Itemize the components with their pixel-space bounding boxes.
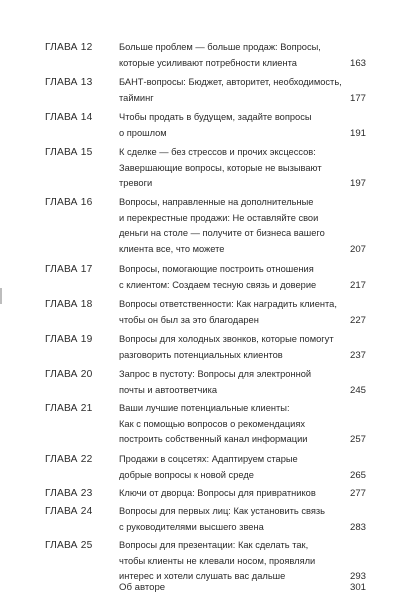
chapter-number: ГЛАВА 23 <box>45 488 93 499</box>
chapter-title: Вопросы для первых лиц: Как установить связь с руководителями высшего звена <box>119 506 325 532</box>
chapter-title: Продажи в соцсетях: Адаптируем старые добрые вопросы к новой среде <box>119 454 298 480</box>
chapter-title: Ваши лучшие потенциальные клиенты: Как с помощью вопросов о рекомендациях построить собственный канал информации <box>119 403 308 444</box>
page-number: 265 <box>349 469 366 481</box>
chapter-title: Чтобы продать в будущем, задайте вопросы о прошлом <box>119 112 312 138</box>
chapter-title: Вопросы, помогающие построить отношения с клиентом: Создаем тесную связь и доверие <box>119 264 317 290</box>
chapter-title: Вопросы для холодных звонков, которые помогут разговорить потенциальных клиентов <box>119 334 334 360</box>
chapter-number: ГЛАВА 20 <box>45 369 93 380</box>
chapter-number: ГЛАВА 14 <box>45 112 93 123</box>
chapter-number: ГЛАВА 25 <box>45 540 93 551</box>
chapter-number: ГЛАВА 12 <box>45 42 93 53</box>
chapter-number: ГЛАВА 15 <box>45 147 93 158</box>
page-number: 257 <box>349 434 366 445</box>
chapter-title: Вопросы, направленные на дополнительные и перекрестные продажи: Не оставляйте свои деньги на столе — получите от бизнеса вашего клиента все, что можете <box>119 197 325 254</box>
page-number: 163 <box>349 57 366 69</box>
chapter-number: ГЛАВА 22 <box>45 454 93 465</box>
page-number: 301 <box>349 582 366 593</box>
page-edge-mark <box>0 288 2 304</box>
chapter-number: ГЛАВА 24 <box>45 506 93 517</box>
page-number: 217 <box>349 279 366 291</box>
chapter-number: ГЛАВА 13 <box>45 77 93 88</box>
chapter-number: ГЛАВА 19 <box>45 334 93 345</box>
chapter-number: ГЛАВА 17 <box>45 264 93 275</box>
page-number: 177 <box>349 92 366 104</box>
chapter-number: ГЛАВА 16 <box>45 197 93 208</box>
chapter-number: ГЛАВА 18 <box>45 299 93 310</box>
about-author-title: Об авторе <box>119 582 166 593</box>
page-number: 283 <box>349 521 366 533</box>
chapter-title: Вопросы для презентации: Как сделать так, чтобы клиенты не клевали носом, проявляли интерес и хотели слушать вас дальше <box>119 540 316 581</box>
page-number: 197 <box>349 178 366 189</box>
page-number: 293 <box>349 571 366 582</box>
page-number: 277 <box>349 488 366 499</box>
chapter-title: БАНТ-вопросы: Бюджет, авторитет, необходимость, тайминг <box>119 77 342 103</box>
chapter-title: Больше проблем — больше продаж: Вопросы, которые усиливают потребности клиента <box>119 42 321 68</box>
page-number: 207 <box>349 243 366 255</box>
chapter-title: Вопросы ответственности: Как наградить клиента, чтобы он был за это благодарен <box>119 299 337 325</box>
page-number: 237 <box>349 349 366 361</box>
chapter-title: К сделке — без стрессов и прочих эксцессов: Завершающие вопросы, которые не вызывают тревоги <box>119 147 322 188</box>
chapter-title: Ключи от дворца: Вопросы для привратников <box>119 488 316 498</box>
page-number: 227 <box>349 314 366 326</box>
page-number: 191 <box>349 127 366 139</box>
chapter-number: ГЛАВА 21 <box>45 403 93 414</box>
chapter-title: Запрос в пустоту: Вопросы для электронной почты и автоответчика <box>119 369 312 395</box>
page-number: 245 <box>349 384 366 396</box>
